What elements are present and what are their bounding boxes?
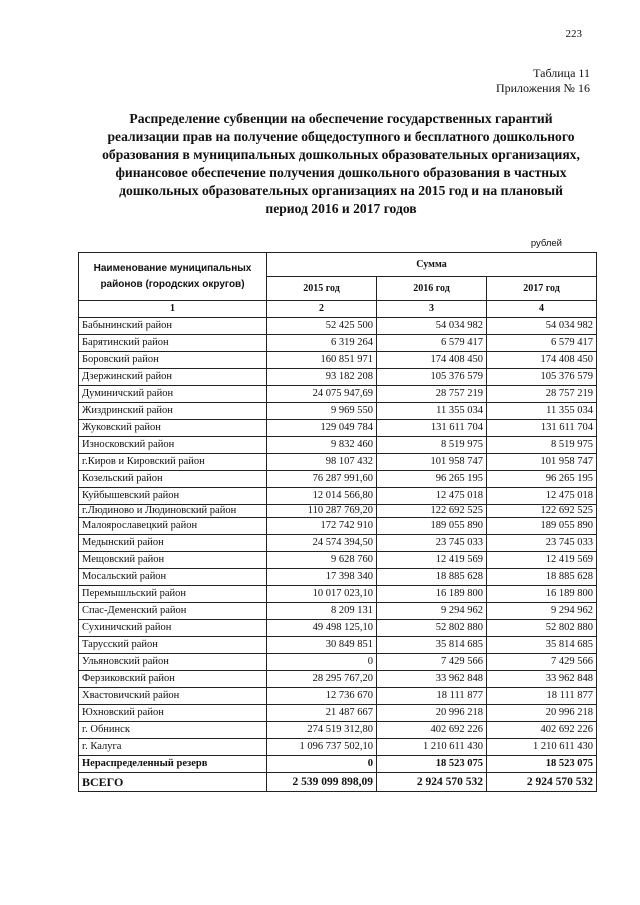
reserve-2016: 18 523 075 (377, 756, 487, 773)
district-name: Мосальский район (79, 569, 267, 586)
table-row (79, 471, 597, 488)
table-row (79, 637, 597, 654)
district-name: Козельский район (79, 471, 267, 488)
table-body (79, 318, 597, 756)
appendix-label: Приложения № 16 (495, 81, 590, 95)
value-2015: 12 736 670 (267, 688, 377, 705)
value-2015: 28 295 767,20 (267, 671, 377, 688)
table-row (79, 569, 597, 586)
value-2016: 16 189 800 (377, 586, 487, 603)
page-number: 223 (565, 28, 582, 40)
table-row (79, 603, 597, 620)
table-row (79, 386, 597, 403)
value-2015: 21 487 667 (267, 705, 377, 722)
table-row (79, 705, 597, 722)
district-name: Барятинский район (79, 335, 267, 352)
table-row (79, 620, 597, 637)
district-name: Бабынинский район (79, 318, 267, 335)
value-2015: 8 209 131 (267, 603, 377, 620)
value-2017: 1 210 611 430 (487, 739, 597, 756)
value-2017: 16 189 800 (487, 586, 597, 603)
table-row (79, 586, 597, 603)
district-name: Ферзиковский район (79, 671, 267, 688)
district-name: г. Обнинск (79, 722, 267, 739)
district-name: Перемышльский район (79, 586, 267, 603)
total-row (79, 773, 597, 792)
district-name: Думиничский район (79, 386, 267, 403)
reserve-2017: 18 523 075 (487, 756, 597, 773)
value-2015: 1 096 737 502,10 (267, 739, 377, 756)
value-2015: 0 (267, 654, 377, 671)
value-2017: 6 579 417 (487, 335, 597, 352)
value-2017: 174 408 450 (487, 352, 597, 369)
value-2015: 52 425 500 (267, 318, 377, 335)
table-row (79, 552, 597, 569)
table-row (79, 488, 597, 505)
table-row (79, 518, 597, 535)
value-2017: 12 475 018 (487, 488, 597, 505)
value-2017: 101 958 747 (487, 454, 597, 471)
value-2015: 24 574 394,50 (267, 535, 377, 552)
value-2016: 28 757 219 (377, 386, 487, 403)
table-row (79, 535, 597, 552)
value-2017: 18 111 877 (487, 688, 597, 705)
column-number: 1 (79, 301, 267, 318)
value-2016: 18 111 877 (377, 688, 487, 705)
district-name: Малоярославецкий район (79, 518, 267, 535)
value-2015: 10 017 023,10 (267, 586, 377, 603)
district-name: Медынский район (79, 535, 267, 552)
value-2017: 33 962 848 (487, 671, 597, 688)
value-2016: 23 745 033 (377, 535, 487, 552)
district-name: Мещовский район (79, 552, 267, 569)
value-2017: 189 055 890 (487, 518, 597, 535)
value-2015: 6 319 264 (267, 335, 377, 352)
value-2016: 105 376 579 (377, 369, 487, 386)
value-2016: 174 408 450 (377, 352, 487, 369)
total-label: ВСЕГО (79, 773, 267, 792)
value-2016: 402 692 226 (377, 722, 487, 739)
table-label: Таблица 11 (533, 66, 590, 80)
value-2015: 274 519 312,80 (267, 722, 377, 739)
value-2016: 9 294 962 (377, 603, 487, 620)
table-row (79, 318, 597, 335)
table-row (79, 403, 597, 420)
value-2016: 96 265 195 (377, 471, 487, 488)
value-2015: 98 107 432 (267, 454, 377, 471)
value-2017: 96 265 195 (487, 471, 597, 488)
units-label: рублей (530, 238, 562, 249)
value-2017: 54 034 982 (487, 318, 597, 335)
value-2016: 33 962 848 (377, 671, 487, 688)
value-2015: 49 498 125,10 (267, 620, 377, 637)
district-name: Износковский район (79, 437, 267, 454)
table-row (79, 722, 597, 739)
value-2017: 9 294 962 (487, 603, 597, 620)
value-2015: 9 628 760 (267, 552, 377, 569)
value-2015: 12 014 566,80 (267, 488, 377, 505)
value-2016: 54 034 982 (377, 318, 487, 335)
table-row (79, 654, 597, 671)
district-name: Боровский район (79, 352, 267, 369)
value-2015: 30 849 851 (267, 637, 377, 654)
value-2016: 6 579 417 (377, 335, 487, 352)
value-2016: 18 885 628 (377, 569, 487, 586)
table-caption (496, 66, 590, 96)
value-2015: 24 075 947,69 (267, 386, 377, 403)
table-row (79, 688, 597, 705)
value-2015: 17 398 340 (267, 569, 377, 586)
value-2017: 52 802 880 (487, 620, 597, 637)
district-name: Хвастовичский район (79, 688, 267, 705)
value-2016: 7 429 566 (377, 654, 487, 671)
value-2017: 35 814 685 (487, 637, 597, 654)
value-2016: 131 611 704 (377, 420, 487, 437)
value-2016: 11 355 034 (377, 403, 487, 420)
value-2015: 110 287 769,20 (267, 505, 377, 518)
value-2016: 12 475 018 (377, 488, 487, 505)
value-2017: 122 692 525 (487, 505, 597, 518)
value-2015: 172 742 910 (267, 518, 377, 535)
header-year-2017: 2017 год (487, 277, 597, 301)
district-name: Спас-Деменский район (79, 603, 267, 620)
total-2017: 2 924 570 532 (487, 773, 597, 792)
total-2015: 2 539 099 898,09 (267, 773, 377, 792)
value-2017: 105 376 579 (487, 369, 597, 386)
district-name: Юхновский район (79, 705, 267, 722)
header-year-2016: 2016 год (377, 277, 487, 301)
column-number: 4 (487, 301, 597, 318)
table-row (79, 352, 597, 369)
table-row (79, 505, 597, 518)
district-name: г. Калуга (79, 739, 267, 756)
value-2015: 9 832 460 (267, 437, 377, 454)
district-name: Дзержинский район (79, 369, 267, 386)
value-2016: 52 802 880 (377, 620, 487, 637)
value-2016: 12 419 569 (377, 552, 487, 569)
header-sum: Сумма (267, 253, 597, 277)
value-2017: 402 692 226 (487, 722, 597, 739)
value-2015: 160 851 971 (267, 352, 377, 369)
value-2016: 20 996 218 (377, 705, 487, 722)
table-row (79, 671, 597, 688)
district-name: Жиздринский район (79, 403, 267, 420)
value-2017: 20 996 218 (487, 705, 597, 722)
header-year-2015: 2015 год (267, 277, 377, 301)
value-2016: 8 519 975 (377, 437, 487, 454)
value-2016: 101 958 747 (377, 454, 487, 471)
value-2016: 189 055 890 (377, 518, 487, 535)
value-2016: 35 814 685 (377, 637, 487, 654)
district-name: Жуковский район (79, 420, 267, 437)
value-2017: 28 757 219 (487, 386, 597, 403)
reserve-row (79, 756, 597, 773)
table-row (79, 454, 597, 471)
district-name: Куйбышевский район (79, 488, 267, 505)
value-2015: 9 969 550 (267, 403, 377, 420)
table-row (79, 437, 597, 454)
table-row (79, 335, 597, 352)
value-2017: 7 429 566 (487, 654, 597, 671)
value-2016: 1 210 611 430 (377, 739, 487, 756)
value-2015: 129 049 784 (267, 420, 377, 437)
value-2017: 11 355 034 (487, 403, 597, 420)
value-2015: 76 287 991,60 (267, 471, 377, 488)
table-row (79, 420, 597, 437)
district-name: Сухиничский район (79, 620, 267, 637)
district-name: Тарусский район (79, 637, 267, 654)
value-2017: 8 519 975 (487, 437, 597, 454)
value-2017: 12 419 569 (487, 552, 597, 569)
document-title: Распределение субвенции на обеспечение государственных гарантий реализации прав на получение общедоступного и бесплатного дошкольного образования в муниципальных дошкольных образовательных организациях, финансовое обеспечение получения дошкольного образования в частных дошкольных образовательных организациях на 2015 год и на плановый период 2016 и 2017 годов (102, 111, 580, 216)
district-name: г.Людиново и Людиновский район (79, 505, 267, 518)
total-2016: 2 924 570 532 (377, 773, 487, 792)
value-2016: 122 692 525 (377, 505, 487, 518)
value-2015: 93 182 208 (267, 369, 377, 386)
reserve-2015: 0 (267, 756, 377, 773)
header-name: Наименование муниципальных районов (городских округов) (79, 253, 267, 301)
reserve-label: Нераспределенный резерв (79, 756, 267, 773)
column-number: 2 (267, 301, 377, 318)
table-row (79, 739, 597, 756)
table-row (79, 369, 597, 386)
value-2017: 18 885 628 (487, 569, 597, 586)
district-name: г.Киров и Кировский район (79, 454, 267, 471)
value-2017: 23 745 033 (487, 535, 597, 552)
value-2017: 131 611 704 (487, 420, 597, 437)
column-number: 3 (377, 301, 487, 318)
district-name: Ульяновский район (79, 654, 267, 671)
subvention-table (78, 252, 597, 792)
